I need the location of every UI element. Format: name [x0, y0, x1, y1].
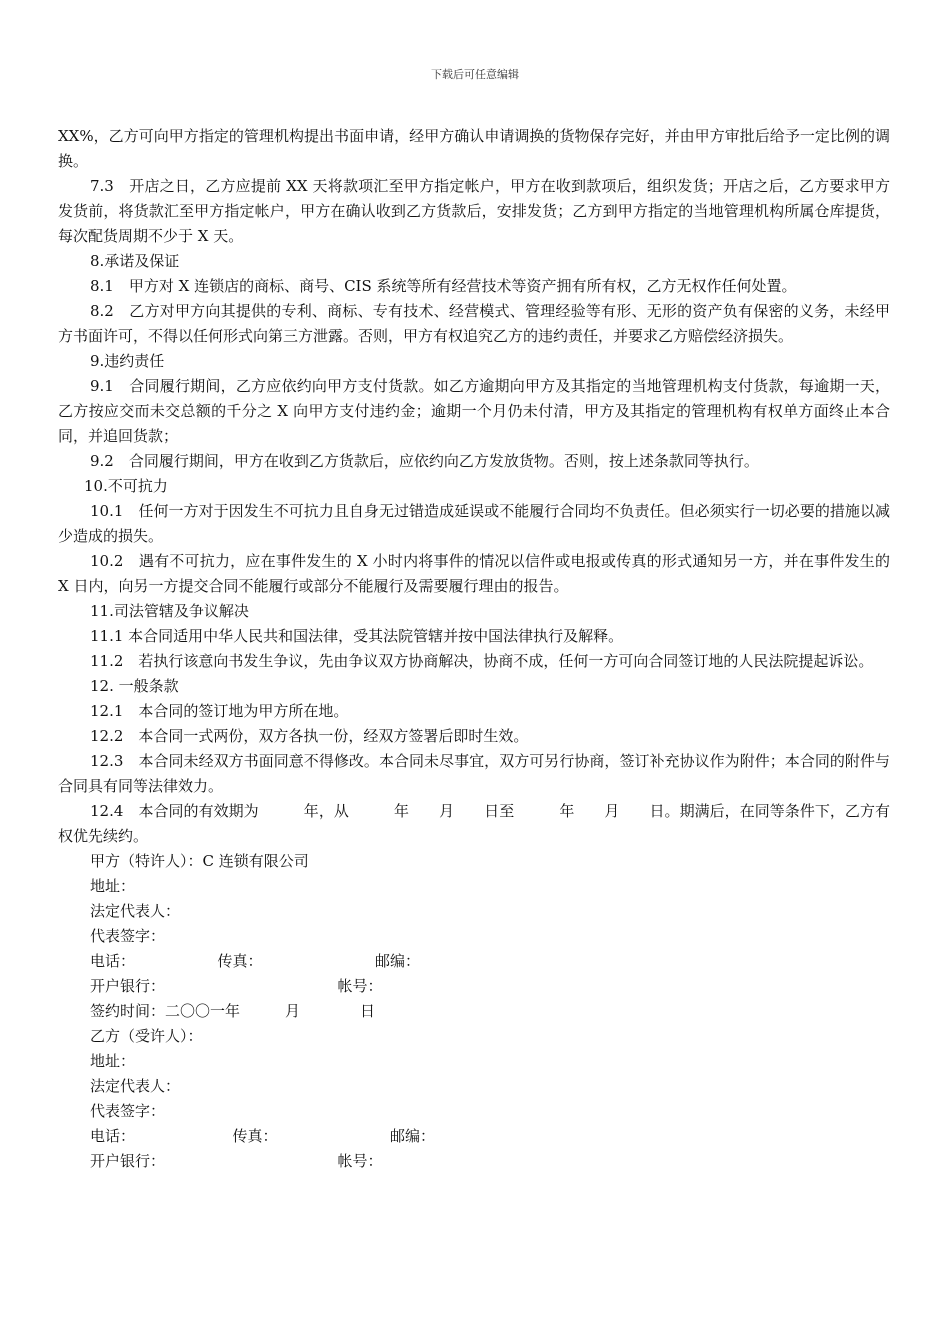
party-a-address: 地址： — [90, 877, 136, 895]
clause-7-3: 7.3 开店之日，乙方应提前 XX 天将款项汇至甲方指定帐户，甲方在收到款项后，组织发货；开店之后，乙方要求甲方发货前，将货款汇至甲方指定帐户，甲方在确认收到乙方货款后，安排发货；乙方到甲方指定的当地管理机构所属仓库提货，每次配货周期不少于 X 天。 — [58, 177, 890, 245]
party-b-address: 地址： — [90, 1052, 136, 1070]
section-11-heading: 11.司法管辖及争议解决 — [90, 602, 249, 620]
party-a-signature: 代表签字： — [90, 927, 166, 945]
clause-11-1: 11.1 本合同适用中华人民共和国法律，受其法院管辖并按中国法律执行及解释。 — [90, 627, 624, 645]
clause-10-2: 10.2 遇有不可抗力，应在事件发生的 X 小时内将事件的情况以信件或电报或传真的形式通知另一方，并在事件发生的 X 日内，向另一方提交合同不能履行或部分不能履行及需要履行理由的报告。 — [58, 552, 890, 595]
clause-11-2: 11.2 若执行该意向书发生争议，先由争议双方协商解决，协商不成，任何一方可向合同签订地的人民法院提起诉讼。 — [90, 652, 874, 670]
party-b-signature: 代表签字： — [90, 1102, 166, 1120]
party-b-title: 乙方（受许人）： — [90, 1027, 203, 1045]
party-b-bank: 开户银行： 帐号： — [90, 1152, 383, 1170]
party-a-date: 签约时间：二〇〇一年 月 日 — [90, 1002, 376, 1020]
clause-continuation: XX%，乙方可向甲方指定的管理机构提出书面申请，经甲方确认申请调换的货物保存完好，并由甲方审批后给予一定比例的调换。 — [58, 127, 890, 170]
party-a-title: 甲方（特许人）：C 连锁有限公司 — [90, 852, 309, 870]
clause-9-1: 9.1 合同履行期间，乙方应依约向甲方支付货款。如乙方逾期向甲方及其指定的当地管理机构支付货款，每逾期一天，乙方按应交而未交总额的千分之 X 向甲方支付违约金；逾期一个月仍未付清，甲方及其指定的管理机构有权单方面终止本合同，并追回货款； — [58, 377, 890, 445]
section-9-heading: 9.违约责任 — [90, 352, 165, 370]
clause-9-2: 9.2 合同履行期间，甲方在收到乙方货款后，应依约向乙方发放货物。否则，按上述条款同等执行。 — [90, 452, 759, 470]
party-a-bank: 开户银行： 帐号： — [90, 977, 383, 995]
party-a-block — [58, 849, 890, 1024]
clause-10-1: 10.1 任何一方对于因发生不可抗力且自身无过错造成延误或不能履行合同均不负责任。但必须实行一切必要的措施以减少造成的损失。 — [58, 502, 890, 545]
clause-12-2: 12.2 本合同一式两份，双方各执一份，经双方签署后即时生效。 — [90, 727, 529, 745]
page-header-note: 下载后可任意编辑 — [431, 68, 519, 81]
clause-8-2: 8.2 乙方对甲方向其提供的专利、商标、专有技术、经营模式、管理经验等有形、无形的资产负有保密的义务，未经甲方书面许可，不得以任何形式向第三方泄露。否则，甲方有权追究乙方的违约责任，并要求乙方赔偿经济损失。 — [58, 302, 890, 345]
party-b-contact: 电话： 传真： 邮编： — [90, 1127, 436, 1145]
party-a-contact: 电话： 传真： 邮编： — [90, 952, 421, 970]
section-10-heading: 10.不可抗力 — [84, 477, 168, 495]
section-12-heading: 12. 一般条款 — [90, 677, 179, 695]
clause-12-3: 12.3 本合同未经双方书面同意不得修改。本合同未尽事宜，双方可另行协商，签订补充协议作为附件；本合同的附件与合同具有同等法律效力。 — [58, 752, 890, 795]
clause-12-4: 12.4 本合同的有效期为 年，从 年 月 日至 年 月 日。期满后，在同等条件下，乙方有权优先续约。 — [58, 802, 890, 845]
party-a-legal-rep: 法定代表人： — [90, 902, 181, 920]
party-b-block — [58, 1024, 890, 1174]
section-8-heading: 8.承诺及保证 — [90, 252, 180, 270]
clause-8-1: 8.1 甲方对 X 连锁店的商标、商号、CIS 系统等所有经营技术等资产拥有所有权，乙方无权作任何处置。 — [90, 277, 797, 295]
clause-12-1: 12.1 本合同的签订地为甲方所在地。 — [90, 702, 349, 720]
contract-body — [58, 124, 890, 1174]
party-b-legal-rep: 法定代表人： — [90, 1077, 181, 1095]
